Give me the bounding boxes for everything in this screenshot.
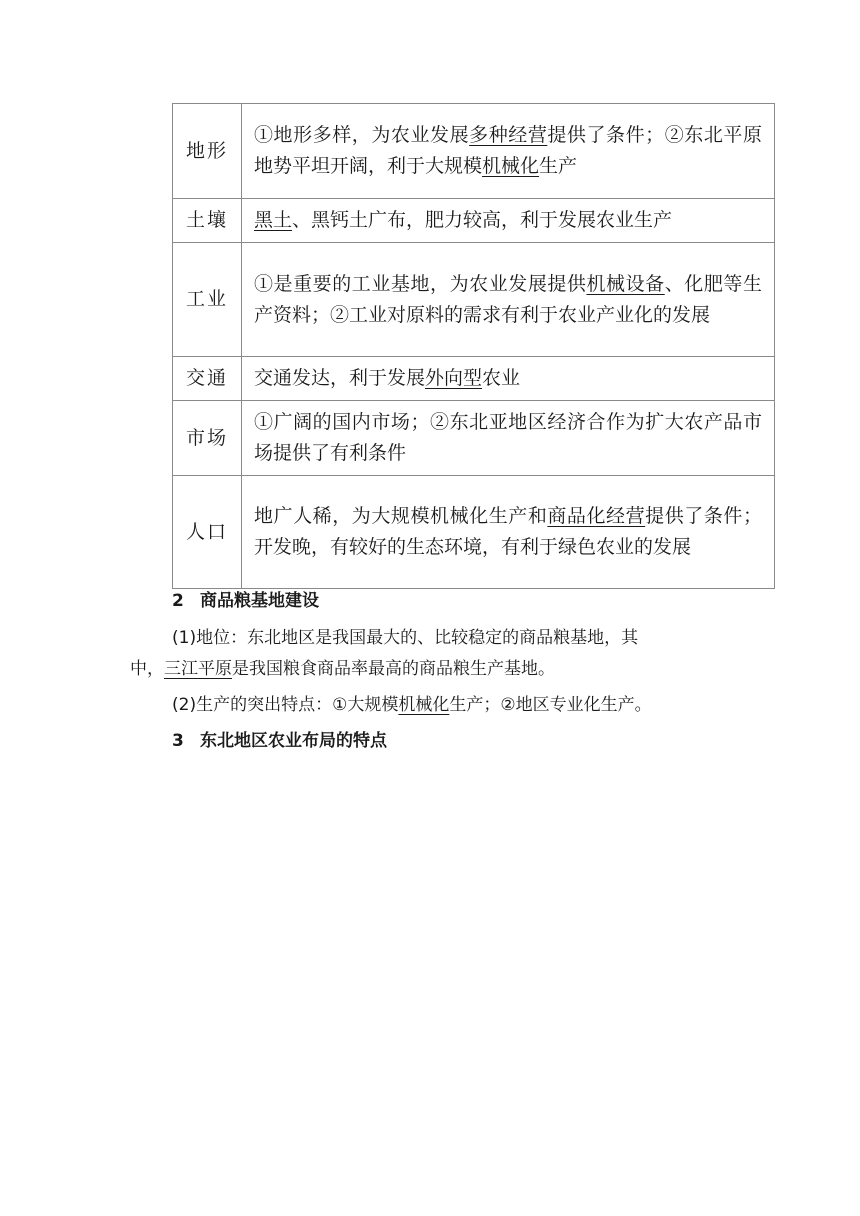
paragraph-position-line1: (1)地位：东北地区是我国最大的、比较稳定的商品粮基地，其 <box>172 628 639 648</box>
row-content: ①广阔的国内市场；②东北亚地区经济合作为扩大农产品市场提供了有利条件 <box>242 401 775 476</box>
section-number: 3 <box>172 731 184 751</box>
table-row <box>173 104 775 199</box>
table-row <box>173 243 775 357</box>
section-title: 商品粮基地建设 <box>200 591 319 611</box>
row-content: 黑土、黑钙土广布，肥力较高，利于发展农业生产 <box>242 199 775 243</box>
row-content: 地广人稀，为大规模机械化生产和商品化经营提供了条件；开发晚，有较好的生态环境，有利于绿色农业的发展 <box>242 476 775 589</box>
table-row <box>173 199 775 243</box>
paragraph-features: (2)生产的突出特点：①大规模机械化生产；②地区专业化生产。 <box>172 695 652 715</box>
table-row <box>173 476 775 589</box>
paragraph-position-line2: 中，三江平原是我国粮食商品率最高的商品粮生产基地。 <box>130 659 555 679</box>
highlight-term: 三江平原 <box>164 659 232 679</box>
row-label: 交通 <box>173 357 242 401</box>
agricultural-conditions-table <box>172 103 775 589</box>
section-title: 东北地区农业布局的特点 <box>200 731 387 751</box>
row-label: 工业 <box>173 243 242 357</box>
row-content: 交通发达，利于发展外向型农业 <box>242 357 775 401</box>
row-label: 地形 <box>173 104 242 199</box>
row-label: 人口 <box>173 476 242 589</box>
section-heading-3 <box>172 729 387 753</box>
row-label: 市场 <box>173 401 242 476</box>
section-heading-2 <box>172 589 319 613</box>
section-number: 2 <box>172 591 184 611</box>
row-content: ①是重要的工业基地，为农业发展提供机械设备、化肥等生产资料；②工业对原料的需求有利于农业产业化的发展 <box>242 243 775 357</box>
table-row <box>173 357 775 401</box>
row-content: ①地形多样，为农业发展多种经营提供了条件；②东北平原地势平坦开阔，利于大规模机械化生产 <box>242 104 775 199</box>
highlight-term: 机械化 <box>398 695 450 715</box>
row-label: 土壤 <box>173 199 242 243</box>
table-row <box>173 401 775 476</box>
